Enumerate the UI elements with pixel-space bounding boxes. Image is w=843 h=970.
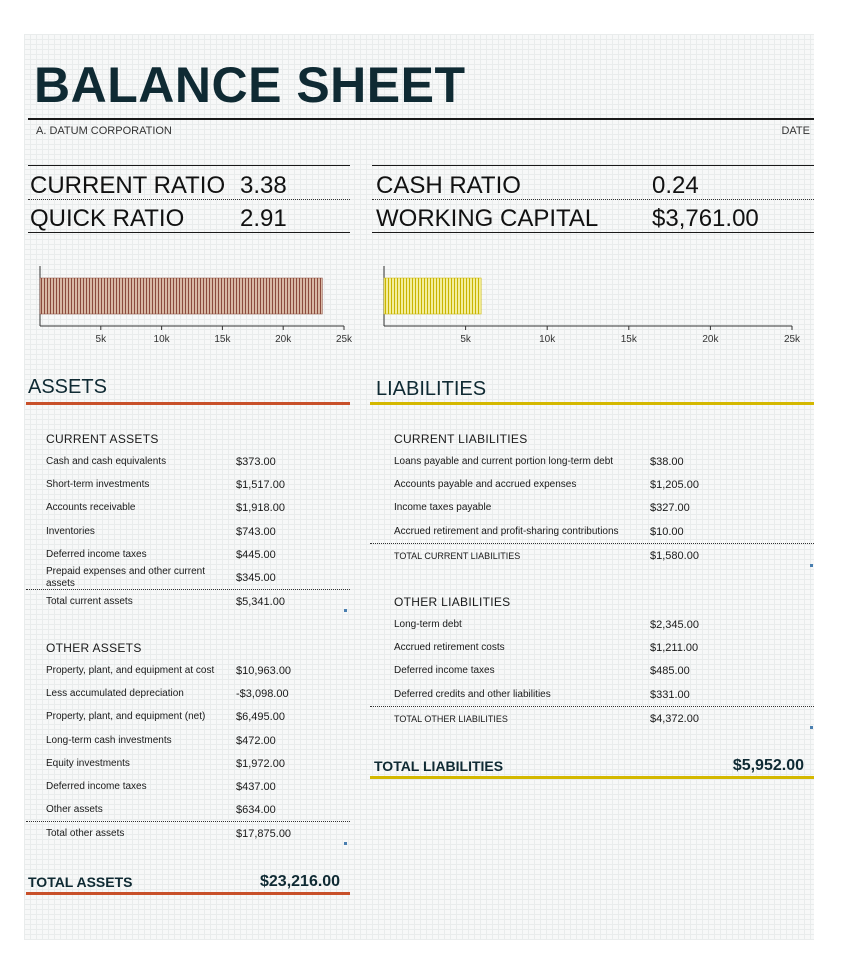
ratios-top-rule-right <box>372 165 814 166</box>
table-row-value: $2,345.00 <box>650 619 699 631</box>
assets-chart-tick-label: 5k <box>95 334 107 345</box>
table-row-label: Long-term debt <box>394 619 462 630</box>
other-liabilities-total-divider <box>370 706 814 707</box>
table-row-label: Long-term cash investments <box>46 734 172 746</box>
assets-chart-tick-label: 25k <box>335 334 352 345</box>
table-row-label: Prepaid expenses and other current assets <box>46 566 205 589</box>
table-row-value: $1,972.00 <box>236 757 285 770</box>
table-row-value: $38.00 <box>650 456 684 468</box>
quick-ratio-value: 2.91 <box>240 205 287 232</box>
table-row-label: Accrued retirement and profit-sharing contributions <box>394 525 619 537</box>
table-row-label: Less accumulated depreciation <box>46 688 184 700</box>
working-capital-value: $3,761.00 <box>652 205 759 232</box>
table-row-label: Accrued retirement costs <box>394 642 505 654</box>
date-label: DATE <box>781 125 810 137</box>
liabilities-heading: LIABILITIES <box>376 378 487 400</box>
table-row-value: $743.00 <box>236 525 276 538</box>
total-assets-value: $23,216.00 <box>260 873 341 890</box>
current-liabilities-total-divider <box>370 543 814 544</box>
table-row-label: Cash and cash equivalents <box>46 456 167 467</box>
assets-bar <box>40 278 322 314</box>
other-liabilities-total-label: TOTAL OTHER LIABILITIES <box>394 714 508 724</box>
table-row-label: Equity investments <box>46 757 130 769</box>
current-liabilities-total-label: TOTAL CURRENT LIABILITIES <box>394 551 521 561</box>
table-row-value: $10,963.00 <box>236 665 292 677</box>
current-ratio-value: 3.38 <box>240 172 287 199</box>
ratios-bottom-rule-left <box>28 232 350 233</box>
other-assets-total-label: Total other assets <box>46 828 125 839</box>
table-row-value: $1,918.00 <box>236 502 285 515</box>
liabilities-heading-rule <box>370 402 814 405</box>
liabilities-chart-tick-label: 15k <box>620 334 637 345</box>
table-row-value: -$3,098.00 <box>236 688 289 701</box>
other-assets-total-value: $17,875.00 <box>236 828 292 840</box>
table-row-value: $472.00 <box>236 734 276 747</box>
title-rule <box>28 118 814 120</box>
table-row-value: $1,517.00 <box>236 479 285 492</box>
table-row-value: $10.00 <box>650 525 684 538</box>
ratios-divider-left <box>28 199 350 200</box>
current-liabilities-total-value: $1,580.00 <box>650 550 699 562</box>
total-assets-label: TOTAL ASSETS <box>28 874 133 890</box>
liabilities-chart-tick-label: 5k <box>460 334 471 345</box>
table-row-value: $331.00 <box>650 688 690 701</box>
table-row-label: Deferred credits and other liabilities <box>394 688 551 700</box>
current-assets-total-divider <box>26 589 350 590</box>
resize-marker <box>810 564 813 567</box>
table-row-value: $373.00 <box>236 456 276 468</box>
quick-ratio-label: QUICK RATIO <box>30 205 185 232</box>
liabilities-bar-chart <box>376 264 812 349</box>
resize-marker <box>810 726 813 729</box>
table-row-label: Property, plant, and equipment (net) <box>46 711 206 723</box>
table-row-label: Inventories <box>46 525 95 537</box>
current-ratio-label: CURRENT RATIO <box>30 172 226 199</box>
assets-heading-rule <box>26 402 350 405</box>
table-row-label: Accounts payable and accrued expenses <box>394 479 577 491</box>
table-row-label: Other assets <box>46 804 103 816</box>
other-liabilities-total-value: $4,372.00 <box>650 713 699 725</box>
resize-marker <box>344 842 347 845</box>
table-row-label: Deferred income taxes <box>46 781 147 792</box>
current-liabilities-heading: CURRENT LIABILITIES <box>394 432 528 446</box>
current-assets-heading: CURRENT ASSETS <box>46 432 159 446</box>
other-assets-heading: OTHER ASSETS <box>46 641 142 655</box>
total-liabilities-rule <box>370 776 814 779</box>
other-liabilities-heading: OTHER LIABILITIES <box>394 595 511 609</box>
total-liabilities-label: TOTAL LIABILITIES <box>374 758 504 774</box>
table-row-value: $485.00 <box>650 665 690 678</box>
table-row-value: $1,205.00 <box>650 479 699 492</box>
table-row-value: $445.00 <box>236 548 276 561</box>
cash-ratio-label: CASH RATIO <box>376 172 521 199</box>
table-row-value: $437.00 <box>236 781 276 793</box>
cash-ratio-value: 0.24 <box>652 172 699 199</box>
ratios-top-rule-left <box>28 165 350 166</box>
page-title: BALANCE SHEET <box>34 57 466 113</box>
total-assets-rule <box>26 892 350 895</box>
table-row-label: Deferred income taxes <box>394 665 495 677</box>
table-row-label: Property, plant, and equipment at cost <box>46 665 215 676</box>
working-capital-label: WORKING CAPITAL <box>376 205 599 232</box>
resize-marker <box>344 609 347 612</box>
assets-chart-tick-label: 10k <box>153 334 170 345</box>
assets-bar-chart <box>32 264 352 349</box>
table-row-label: Loans payable and current portion long-term debt <box>394 456 614 467</box>
table-row-label: Income taxes payable <box>394 502 492 514</box>
assets-heading: ASSETS <box>28 376 107 398</box>
assets-chart-tick-label: 20k <box>275 334 292 345</box>
table-row-label: Deferred income taxes <box>46 548 147 560</box>
company-name: A. DATUM CORPORATION <box>36 125 172 137</box>
table-row-value: $1,211.00 <box>650 642 699 655</box>
ratios-divider-right <box>372 199 814 200</box>
current-assets-total-label: Total current assets <box>46 596 133 607</box>
table-row-value: $6,495.00 <box>236 711 285 724</box>
assets-chart-tick-label: 15k <box>214 334 231 345</box>
ratios-bottom-rule-right <box>372 232 814 233</box>
table-row-value: $327.00 <box>650 502 690 515</box>
liabilities-chart-tick-label: 10k <box>539 334 556 345</box>
table-row-value: $634.00 <box>236 804 276 817</box>
balance-sheet <box>24 34 814 940</box>
liabilities-chart-tick-label: 25k <box>783 334 801 345</box>
other-assets-total-divider <box>26 821 350 822</box>
current-assets-total-value: $5,341.00 <box>236 596 285 608</box>
liabilities-chart-tick-label: 20k <box>702 334 719 345</box>
liabilities-bar <box>384 278 481 314</box>
table-row-label: Accounts receivable <box>46 502 136 514</box>
table-row-label: Short-term investments <box>46 479 150 491</box>
total-liabilities-value: $5,952.00 <box>732 757 804 774</box>
table-row-value: $345.00 <box>236 572 276 584</box>
